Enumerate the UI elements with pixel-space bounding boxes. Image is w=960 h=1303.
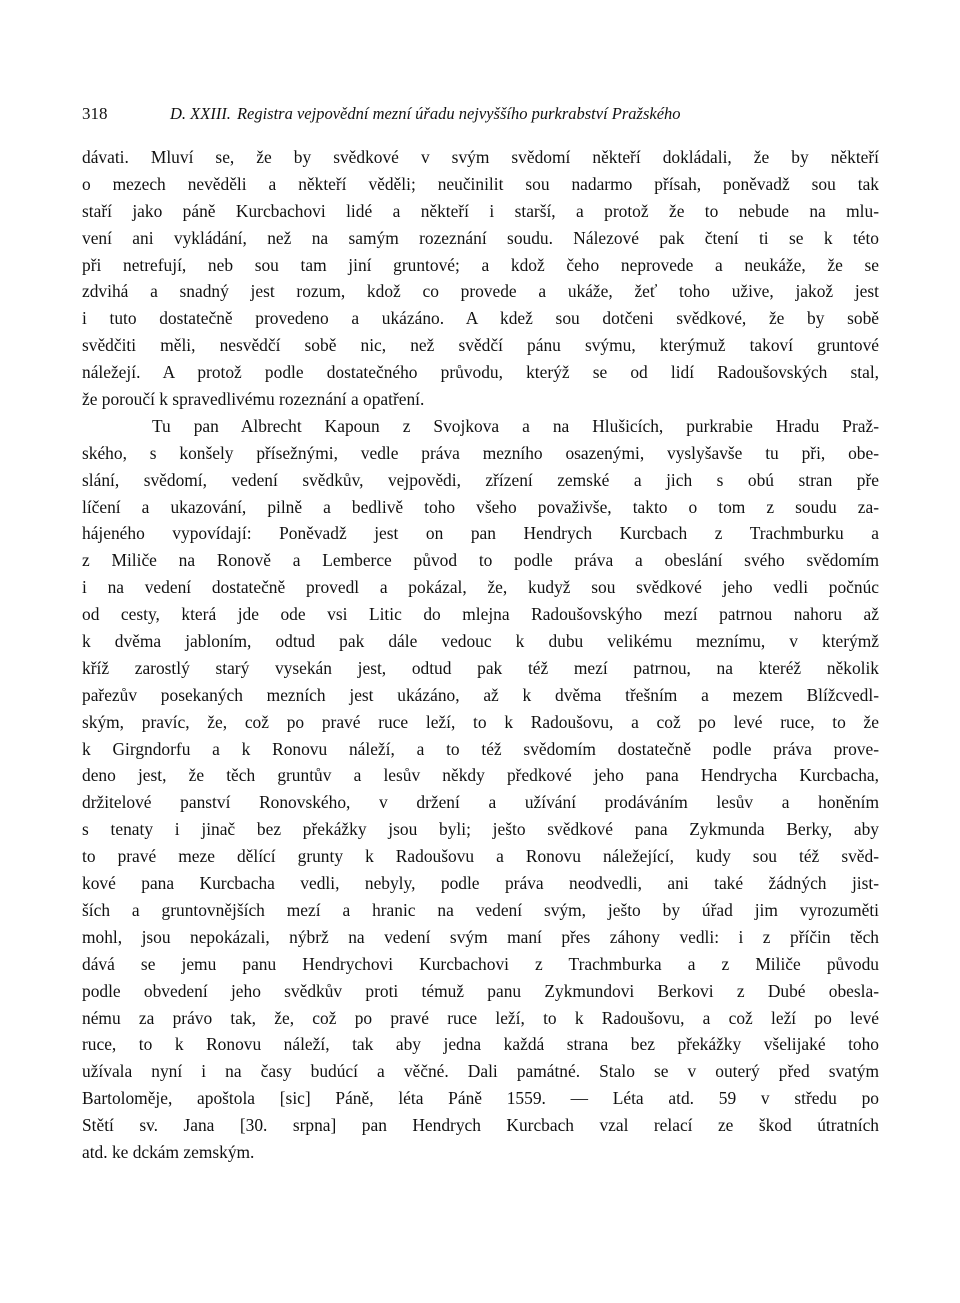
body-text [82, 144, 879, 1166]
text-line: držitelové panství Ronovského, v držení a užívání prodáváním lesův a honěním [82, 792, 879, 813]
text-line: při netrefují, neb sou tam jiní gruntové; a kdož čeho neprovede a neukáže, že se [82, 254, 879, 275]
text-line: kříž zarostlý starý vysekán jest, odtud pak též mezí patrnou, na kteréž několik [82, 657, 879, 678]
text-line: mohl, jsou nepokázali, nýbrž na vedení svým maní přes záhony vedli: i z příčin těch [82, 926, 879, 947]
text-line: k Girgndorfu a k Ronovu náleží, a to též svědomím dostatečně podle práva prove- [82, 738, 879, 759]
text-line: Stětí sv. Jana [30. srpna] pan Hendrych Kurcbach vzal relací ze škod útratních [82, 1115, 879, 1136]
paragraph [82, 144, 879, 413]
text-line: vení ani vykládání, než na samým rozeznání soudu. Nálezové pak čtení ti se k této [82, 227, 879, 248]
text-line: od cesty, která jde ode vsi Litic do mlejna Radoušovskýho mezí patrnou nahoru až [82, 604, 879, 625]
text-line: zdvihá a snadný jest rozum, kdož co provede a ukáže, žeť toho uživе, jakož jest [82, 281, 879, 302]
text-line: slání, svědomí, vedení svědkův, vejpovědi, zřízení zemské a jich s obú stran pře [82, 469, 879, 490]
text-line: pařezův posekaných mezních jest ukázáno, až k dvěma třešním a mezem Blížcvedl- [82, 684, 879, 705]
text-line: hájeného vypovídají: Poněvadž jest on pan Hendrych Kurcbach z Trachmburku a [82, 523, 879, 544]
paragraph [82, 413, 879, 1166]
text-line: ského, s konšely přísežnými, vedle práva mezního osazenými, vyslyšavše tu při, obe- [82, 442, 879, 463]
text-line: ruce, to k Ronovu náleží, tak aby jedna každá strana bez překážky všelijaké toho [82, 1034, 879, 1055]
text-line: k dvěma jabloním, odtud pak dále vedouc k dubu velikému meznímu, v kterýmž [82, 631, 879, 652]
text-line: nému za právo tak, že, což po pravé ruce leží, to k Radoušovu, a což leží po levé [82, 1007, 879, 1028]
running-title [170, 104, 681, 124]
text-line: ších a gruntovnějších mezí a hranic na vedení svým, ješto by úřad jim vyrozuměti [82, 899, 879, 920]
text-line: Bartoloměje, apoštola [sic] Páně, léta Páně 1559. — Léta atd. 59 v středu po [82, 1088, 879, 1109]
text-line: náležejí. A protož podle dostatečného průvodu, kterýž se od lidí Radoušovských stal, [82, 362, 879, 383]
text-line: kové pana Kurcbacha vedli, nebyly, podle práva neodvedli, ani také žádných jist- [82, 873, 879, 894]
text-line: staří jako páně Kurcbachovi lidé a někteří i starší, a protož že to nebude na mlu- [82, 200, 879, 221]
text-line: Tu pan Albrecht Kapoun z Svojkova a na Hlušicích, purkrabie Hradu Praž- [152, 415, 879, 436]
text-line: deno jest, že těch gruntův a lesův někdy předkové jeho pana Hendrycha Kurcbacha, [82, 765, 879, 786]
text-line: ským, pravíc, že, což po pravé ruce leží, to k Radoušovu, a což po levé ruce, to že [82, 711, 879, 732]
page-number: 318 [82, 104, 108, 123]
text-line: to pravé meze dělící grunty k Radoušovu a Ronovu náležející, kudy sou též svěd- [82, 846, 879, 867]
text-line: že poroučí k spravedlivému rozeznání a opatření. [82, 389, 425, 410]
text-line: o mezech nevěděli a někteří věděli; neučinilit sou nadarmo přísah, poněvadž sou tak [82, 173, 879, 194]
text-line: dává se jemu panu Hendrychovi Kurcbachovi z Trachmburka a z Miliče původu [82, 953, 879, 974]
text-line: podle obvedení jeho svědkův proti témuž panu Zykmundovi Berkovi z Dubé obesla- [82, 980, 879, 1001]
text-line: s tenaty i jinač bez překážky jsou byli; ješto svědkové pana Zykmunda Berky, aby [82, 819, 879, 840]
text-line: užívala nyní i na časy budúcí a věčné. Dali památné. Stalo se v outerý před svatým [82, 1061, 879, 1082]
section-number: D. XXIII. [170, 104, 231, 123]
text-line: atd. ke dckám zemským. [82, 1141, 255, 1162]
text-line: dávati. Mluví se, že by svědkové v svým svědomí někteří dokládali, že by někteří [82, 147, 879, 167]
section-title: Registra vejpovědní mezní úřadu nejvyššího purkrabství Pražského [236, 104, 681, 123]
text-line: z Miliče na Ronově a Lemberce původ to podle práva a obeslání svého svědomím [82, 550, 879, 571]
text-line: líčení a ukazování, pilně a bedlivě toho všeho považivše, takto o tom z soudu za- [82, 496, 879, 517]
page-header [82, 104, 882, 128]
text-line: i tuto dostatečně provedeno a ukázáno. A kdež sou dotčeni svědkové, že by sobě [82, 308, 879, 329]
text-line: i na vedení dostatečně provedl a pokázal, že, kudyž sou svědkové jeho vedli počnúc [82, 577, 879, 598]
text-line: svědčiti měli, nesvědčí sobě nic, než svědčí pánu svýmu, kterýmuž takoví gruntové [82, 335, 879, 356]
